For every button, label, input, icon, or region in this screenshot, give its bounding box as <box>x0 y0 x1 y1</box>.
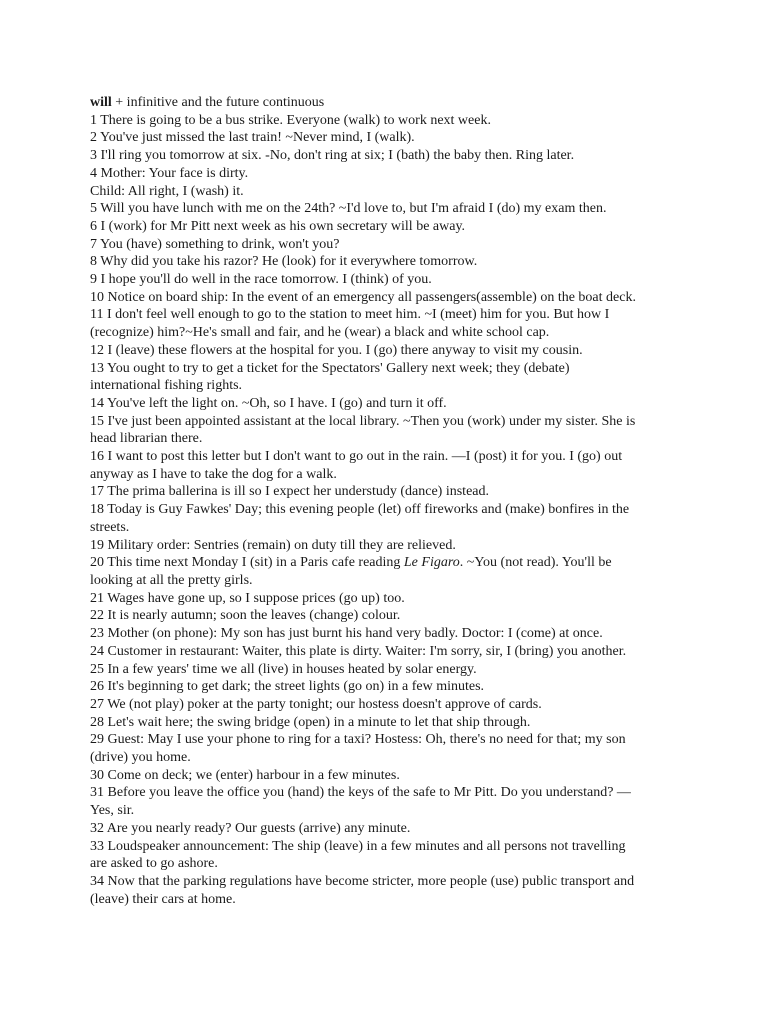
line-text: 20 This time next Monday I (sit) in a Paris cafe reading <box>90 555 404 571</box>
exercise-line: 26 It's beginning to get dark; the street lights (go on) in a few minutes. <box>90 679 485 695</box>
exercise-line: head librarian there. <box>90 431 203 447</box>
exercise-line: 27 We (not play) poker at the party tonight; our hostess doesn't approve of cards. <box>90 696 542 712</box>
exercise-line: 32 Are you nearly ready? Our guests (arrive) any minute. <box>90 820 411 836</box>
exercise-line: 14 You've left the light on. ~Oh, so I have. I (go) and turn it off. <box>90 395 447 411</box>
exercise-line: 25 In a few years' time we all (live) in houses heated by solar energy. <box>90 661 477 677</box>
exercise-lines <box>90 112 690 909</box>
exercise-line: 8 Why did you take his razor? He (look) for it everywhere tomorrow. <box>90 254 478 270</box>
exercise-line: 29 Guest: May I use your phone to ring for a taxi? Hostess: Oh, there's no need for that; my son <box>90 732 626 748</box>
exercise-line: 19 Military order: Sentries (remain) on duty till they are relieved. <box>90 537 456 553</box>
exercise-line: 30 Come on deck; we (enter) harbour in a few minutes. <box>90 767 400 783</box>
exercise-line: (drive) you home. <box>90 750 191 766</box>
exercise-line: 15 I've just been appointed assistant at the local library. ~Then you (work) under my sister. She is <box>90 413 636 429</box>
exercise-line: looking at all the pretty girls. <box>90 572 253 588</box>
line-text: . ~You (not read). You'll be <box>459 555 612 571</box>
exercise-line: 33 Loudspeaker announcement: The ship (leave) in a few minutes and all persons not travelling <box>90 838 626 854</box>
exercise-title <box>90 94 690 112</box>
exercise-line: 3 I'll ring you tomorrow at six. -No, don't ring at six; I (bath) the baby then. Ring later. <box>90 148 575 164</box>
title-rest: + infinitive and the future continuous <box>111 95 325 110</box>
exercise-line: (leave) their cars at home. <box>90 891 236 907</box>
exercise-line: 1 There is going to be a bus strike. Everyone (walk) to work next week. <box>90 112 491 128</box>
exercise-line: 10 Notice on board ship: In the event of an emergency all passengers(assemble) on the boat deck. <box>90 289 636 305</box>
exercise-line: 2 You've just missed the last train! ~Never mind, I (walk). <box>90 130 415 146</box>
exercise-line: 4 Mother: Your face is dirty. <box>90 165 249 181</box>
italic-title: Le Figaro <box>403 555 460 571</box>
exercise-line: anyway as I have to take the dog for a walk. <box>90 466 337 482</box>
exercise-line: 31 Before you leave the office you (hand) the keys of the safe to Mr Pitt. Do you understand? — <box>90 785 631 801</box>
exercise-line: 21 Wages have gone up, so I suppose prices (go up) too. <box>90 590 405 606</box>
exercise-line: streets. <box>90 519 130 535</box>
exercise-line: 9 I hope you'll do well in the race tomorrow. I (think) of you. <box>90 272 432 288</box>
exercise-line: 23 Mother (on phone): My son has just burnt his hand very badly. Doctor: I (come) at once. <box>90 626 603 642</box>
exercise-line: 13 You ought to try to get a ticket for the Spectators' Gallery next week; they (debate) <box>90 360 570 376</box>
exercise-line: 11 I don't feel well enough to go to the station to meet him. ~I (meet) him for you. But how I <box>90 307 610 323</box>
exercise-line: 6 I (work) for Mr Pitt next week as his own secretary will be away. <box>90 218 466 234</box>
exercise-line: 17 The prima ballerina is ill so I expect her understudy (dance) instead. <box>90 484 489 500</box>
exercise-line: 12 I (leave) these flowers at the hospital for you. I (go) there anyway to visit my cousin. <box>90 342 583 358</box>
exercise-line: Yes, sir. <box>90 803 135 819</box>
exercise-line: 34 Now that the parking regulations have become stricter, more people (use) public transport and <box>90 873 635 889</box>
exercise-line: 7 You (have) something to drink, won't you? <box>90 236 340 252</box>
exercise-line: Child: All right, I (wash) it. <box>90 183 244 199</box>
title-bold: will <box>90 95 112 110</box>
exercise-line: international fishing rights. <box>90 378 243 394</box>
exercise-line: 24 Customer in restaurant: Waiter, this plate is dirty. Waiter: I'm sorry, sir, I (bring) you another. <box>90 643 627 659</box>
document-page <box>90 94 690 908</box>
exercise-line: 5 Will you have lunch with me on the 24th? ~I'd love to, but I'm afraid I (do) my exam then. <box>90 201 607 217</box>
exercise-line: 22 It is nearly autumn; soon the leaves (change) colour. <box>90 608 401 624</box>
exercise-line: 28 Let's wait here; the swing bridge (open) in a minute to let that ship through. <box>90 714 531 730</box>
exercise-line: 18 Today is Guy Fawkes' Day; this evening people (let) off fireworks and (make) bonfires in the <box>90 502 630 518</box>
exercise-line: (recognize) him?~He's small and fair, and he (wear) a black and white school cap. <box>90 325 550 341</box>
exercise-line: 16 I want to post this letter but I don't want to go out in the rain. —I (post) it for you. I (go) out <box>90 449 623 465</box>
exercise-line: are asked to go ashore. <box>90 856 218 872</box>
exercise-line <box>90 554 690 572</box>
